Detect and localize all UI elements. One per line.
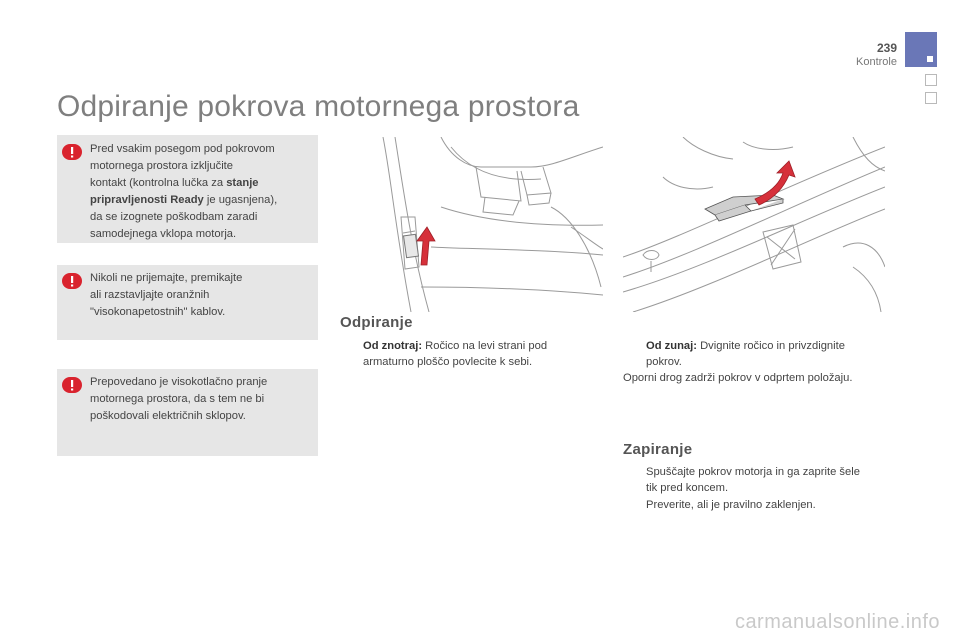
warning-text — [90, 141, 310, 243]
warning-exclamation-icon — [62, 273, 82, 289]
bullet-outside — [623, 338, 893, 370]
bullet-text — [340, 338, 580, 370]
warning-line: ali razstavljajte oranžnih — [90, 289, 210, 301]
warning-line: samodejnega vklopa motorja. — [90, 228, 237, 240]
inside-text: Ročico na levi strani pod — [422, 340, 548, 352]
nav-box-2 — [925, 92, 937, 104]
outside-label: Od zunaj: — [646, 340, 697, 352]
warning-exclamation-icon — [62, 377, 82, 393]
page-title: Odpiranje pokrova motornega prostora — [57, 90, 580, 123]
warning-line: da se izognete poškodbam zaradi — [90, 211, 258, 223]
warning-bold-text: stanje — [226, 177, 259, 189]
bullet-close-2 — [623, 497, 903, 513]
warning-box — [57, 369, 318, 456]
warning-text — [90, 270, 310, 321]
warning-bold-text: pripravljenosti Ready — [90, 194, 204, 206]
warning-line: "visokonapetostnih" kablov. — [90, 306, 226, 318]
closing-heading: Zapiranje — [623, 441, 693, 458]
close-step-text: tik pred koncem. — [646, 482, 729, 494]
warning-line: Pred vsakim posegom pod pokrovom — [90, 143, 275, 155]
bullet-inside — [340, 338, 580, 370]
warning-line — [90, 175, 310, 192]
bullet-close-1 — [623, 464, 903, 496]
section-tab — [905, 32, 937, 67]
warning-text-part: je ugasnjena), — [203, 194, 278, 206]
warning-box — [57, 265, 318, 340]
inside-label: Od znotraj: — [363, 340, 423, 352]
warning-line: Nikoli ne prijemajte, premikajte — [90, 272, 243, 284]
outside-text: Dvignite ročico in privzdignite — [696, 340, 845, 352]
section-name: Kontrole — [856, 56, 897, 68]
warning-text-part: kontakt (kontrolna lučka za — [90, 177, 227, 189]
warning-line: poškodovali električnih sklopov. — [90, 410, 246, 422]
bullet-text — [623, 464, 903, 496]
warning-line — [90, 192, 310, 209]
support-text: Oporni drog zadrži pokrov v odprtem položaju. — [623, 372, 853, 384]
close-step-text: Spuščajte pokrov motorja in ga zaprite šele — [646, 466, 860, 478]
opening-heading: Odpiranje — [340, 314, 413, 331]
outside-text: pokrov. — [646, 356, 682, 368]
watermark: carmanualsonline.info — [734, 611, 940, 633]
close-step-text: Preverite, ali je pravilno zaklenjen. — [646, 499, 816, 511]
exterior-lever-illustration — [623, 137, 885, 312]
warning-exclamation-icon — [62, 144, 82, 160]
bullet-text — [623, 338, 893, 370]
warning-text — [90, 374, 310, 425]
warning-box — [57, 135, 318, 243]
tab-square-icon — [927, 56, 933, 62]
inside-text: armaturno ploščo povlecite k sebi. — [363, 356, 533, 368]
interior-lever-illustration — [381, 137, 603, 312]
nav-box-1 — [925, 74, 937, 86]
warning-line: motornega prostora izključite — [90, 160, 234, 172]
page-number: 239 — [876, 41, 897, 55]
warning-line: Prepovedano je visokotlačno pranje — [90, 376, 268, 388]
pull-arrow-icon — [417, 227, 435, 265]
warning-line: motornega prostora, da s tem ne bi — [90, 393, 265, 405]
